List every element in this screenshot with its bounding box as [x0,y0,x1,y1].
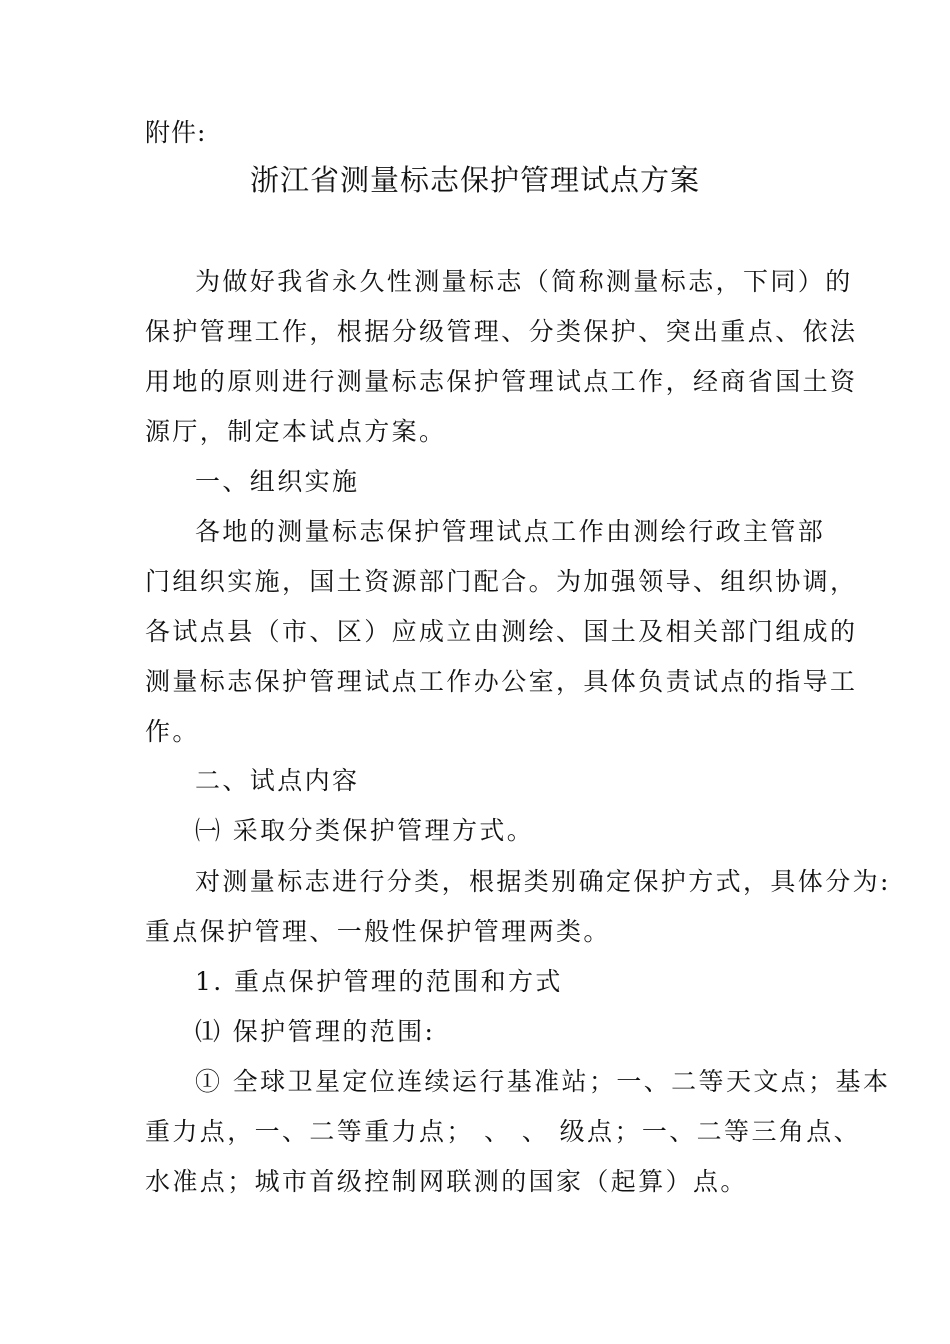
paragraph-line: 重点保护管理、一般性保护管理两类。 [145,917,611,946]
paragraph-line: ① 全球卫星定位连续运行基准站；一、二等天文点；基本 [195,1067,891,1096]
numbered-subheading: ⑴ 保护管理的范围: [195,1017,436,1046]
paragraph-line: 用地的原则进行测量标志保护管理试点工作，经商省国土资 [145,367,858,396]
paragraph-line: 水准点；城市首级控制网联测的国家（起算）点。 [145,1167,748,1196]
paragraph-line: 保护管理工作，根据分级管理、分类保护、突出重点、依法 [145,317,858,346]
paragraph-line: 对测量标志进行分类，根据类别确定保护方式，具体分为: [195,867,891,896]
paragraph-line: 门组织实施，国土资源部门配合。为加强领导、组织协调， [145,567,858,596]
subsection-heading: ㈠ 采取分类保护管理方式。 [195,816,535,845]
section-heading: 一、组织实施 [195,467,360,496]
paragraph-line: 各地的测量标志保护管理试点工作由测绘行政主管部 [195,517,826,546]
paragraph-line: 测量标志保护管理试点工作办公室，具体负责试点的指导工 [145,667,858,696]
attachment-label: 附件: [145,118,207,147]
paragraph-line: 源厅，制定本试点方案。 [145,417,447,446]
section-heading: 二、试点内容 [195,766,360,795]
numbered-heading: 1. 重点保护管理的范围和方式 [195,967,563,996]
document-title: 浙江省测量标志保护管理试点方案 [249,163,700,197]
paragraph-line: 各试点县（市、区）应成立由测绘、国土及相关部门组成的 [145,617,858,646]
paragraph-line: 重力点，一、二等重力点； 、 、 级点；一、二等三角点、 [145,1117,862,1146]
paragraph-line: 为做好我省永久性测量标志（简称测量标志，下同）的 [195,267,853,296]
paragraph-line: 作。 [145,717,200,746]
